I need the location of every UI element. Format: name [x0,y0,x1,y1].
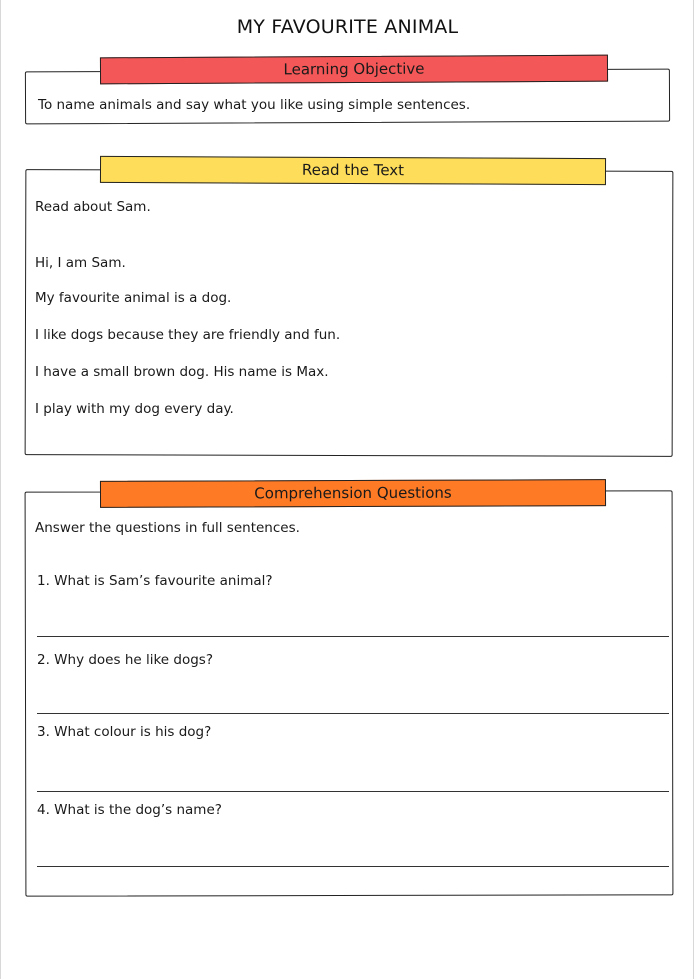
questions-instruction: Answer the questions in full sentences. [35,520,300,536]
question-item: 2. Why does he like dogs? [37,652,214,668]
questions-box [25,490,674,896]
question-item: 3. What colour is his dog? [37,724,212,740]
reading-line: I play with my dog every day. [35,401,234,417]
reading-instruction: Read about Sam. [35,199,151,215]
questions-banner: Comprehension Questions [100,479,606,508]
reading-line: Hi, I am Sam. [35,255,126,271]
reading-banner: Read the Text [100,156,606,185]
objective-text: To name animals and say what you like using simple sentences. [38,97,471,113]
page-title: MY FAVOURITE ANIMAL [236,16,459,38]
objective-banner: Learning Objective [100,55,608,85]
answer-line[interactable] [37,713,669,714]
answer-line[interactable] [37,791,669,792]
reading-line: I like dogs because they are friendly and fun. [35,327,341,343]
question-item: 1. What is Sam’s favourite animal? [37,573,273,589]
question-item: 4. What is the dog’s name? [37,802,222,818]
reading-line: My favourite animal is a dog. [35,290,232,306]
answer-line[interactable] [37,636,669,637]
answer-line[interactable] [37,866,669,867]
reading-line: I have a small brown dog. His name is Max. [35,364,329,380]
